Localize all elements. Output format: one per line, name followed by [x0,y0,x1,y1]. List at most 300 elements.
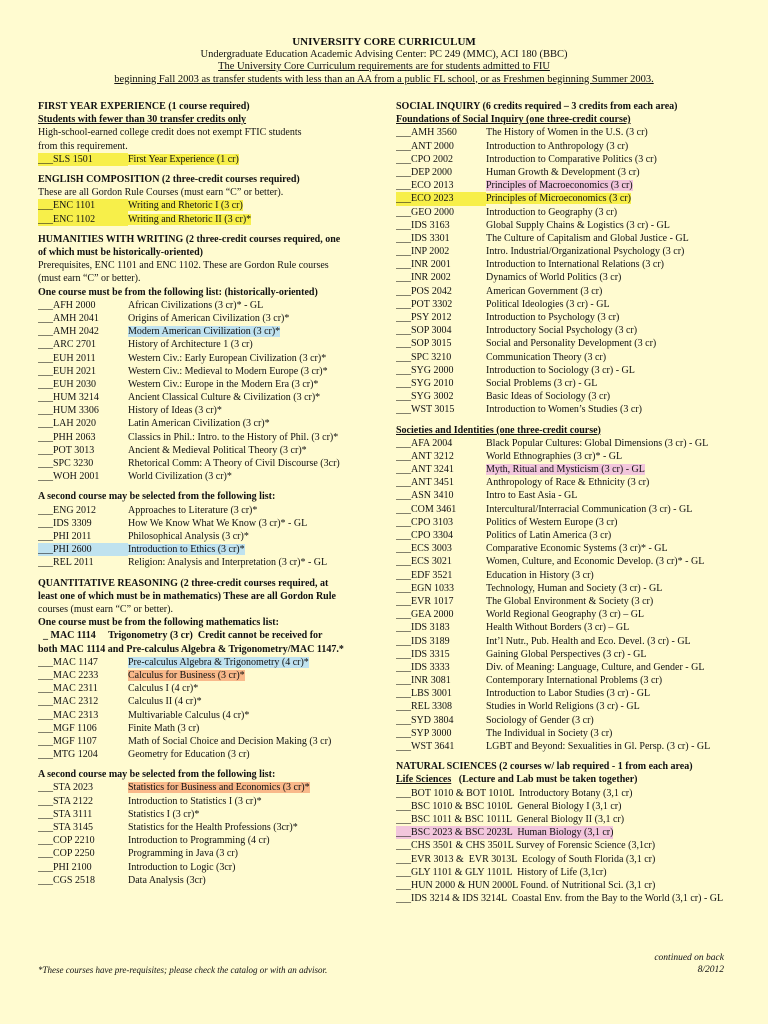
course-title [128,709,390,722]
course-code: ___IDS 3301 [396,232,450,244]
course-title [486,661,736,674]
course-title [128,444,390,457]
course-title-text: Contemporary International Problems (3 cr) [486,675,663,687]
course-title-text: The History of Women in the U.S. (3 cr) [486,127,648,139]
course-title-text: Int’l Nutr., Pub. Health and Eco. Devel. (3 cr) - GL [486,635,691,647]
course-title [128,847,390,860]
document-header [0,36,768,86]
course-title [486,245,736,258]
course-code: ___DEP 2000 [396,166,453,178]
course-code: ___COP 2250 [38,848,95,860]
course-row [396,489,736,502]
course-code: ___AMH 2041 [38,312,99,324]
course-title-text: LGBT and Beyond: Sexualities in Gl. Persp. (3 cr) - GL [486,741,711,753]
course-code: ___ENC 1102 [38,213,128,226]
course-title [128,656,390,669]
course-title-text: Social and Personality Development (3 cr) [486,338,657,350]
course-row [396,787,736,800]
course-row [38,874,390,887]
course-code: ___POT 3013 [38,444,95,456]
course-code: ___WOH 2001 [38,471,100,483]
course-code: ___GEO 2000 [396,206,455,218]
course-title [128,748,390,761]
continued-note [654,952,724,976]
course-code: ___REL 2011 [38,557,94,569]
course-code: ___ENC 1101 [38,199,128,212]
list-heading: One course must be from the following list: (historically-oriented) [38,286,318,298]
course-row [396,232,736,245]
course-title [486,298,736,311]
course-title-text: Religion: Analysis and Interpretation (3 cr)* - GL [128,557,328,569]
course-title-text: Technology, Human and Society (3 cr) - GL [486,582,663,594]
course-code: ___SYD 3804 [396,714,454,726]
course-code: ___SOP 3004 [396,325,452,337]
course-title [486,337,736,350]
course-row [396,258,736,271]
course-row [38,861,390,874]
course-title-text: Div. of Meaning: Language, Culture, and Gender - GL [486,661,705,673]
course-row [396,450,736,463]
course-code: ___ECO 2023 [396,192,486,205]
course-code: ___CPO 3304 [396,530,453,542]
section-title-english: ENGLISH COMPOSITION (2 three-credit courses required) [38,174,300,185]
course-title-text: Intro. Industrial/Organizational Psychology (3 cr) [486,246,685,258]
trig-note-2: both MAC 1114 and Pre-calculus Algebra & Trigonometry/MAC 1147.* [38,643,344,655]
course-text: ___CHS 3501 & CHS 3501L Survey of Forensic Science (3,1cr) [396,840,656,852]
course-row [396,476,736,489]
course-row [396,140,736,153]
revision-date: 8/2012 [697,965,724,975]
course-title [486,700,736,713]
section-title-first-year: FIRST YEAR EXPERIENCE (1 course required) [38,101,250,112]
course-row [38,325,390,338]
course-code: ___ECS 3003 [396,543,452,555]
course-title [128,695,390,708]
course-title [486,582,736,595]
course-title-text: Calculus II (4 cr)* [128,696,202,708]
course-row [38,656,390,669]
course-title-text: World Regional Geography (3 cr) – GL [486,609,645,621]
course-title-text: World Civilization (3 cr)* [128,471,232,483]
course-title-text: Programming in Java (3 cr) [128,848,238,860]
course-title-text: Approaches to Literature (3 cr)* [128,504,258,516]
course-title [128,543,390,556]
course-code: ___SOP 3015 [396,338,452,350]
course-row [38,669,390,682]
course-title [486,476,736,489]
course-row [38,504,390,517]
course-title-text: Origins of American Civilization (3 cr)* [128,312,290,324]
course-row [396,390,736,403]
course-title [486,232,736,245]
course-row [38,338,390,351]
course-title-text: American Government (3 cr) [486,285,603,297]
course-title-text: Intercultural/Interracial Communication (3 cr) - GL [486,503,693,515]
course-title-text: Politics of Latin America (3 cr) [486,530,612,542]
course-row [396,192,736,205]
course-code: ___MGF 1107 [38,735,97,747]
course-title [128,417,390,430]
course-code: ___INR 2002 [396,272,451,284]
course-code: ___CPO 3103 [396,516,453,528]
course-title [486,364,736,377]
course-code: ___INR 2001 [396,259,451,271]
right-column [396,100,736,905]
course-row [396,826,736,839]
course-row [38,312,390,325]
course-title-text: Statistics I (3 cr)* [128,808,200,820]
course-row [396,648,736,661]
course-title [128,391,390,404]
course-row [396,595,736,608]
course-title-text: Principles of Microeconomics (3 cr) [486,193,631,205]
course-row [396,687,736,700]
course-title-text: Communication Theory (3 cr) [486,351,607,363]
course-row [38,709,390,722]
course-row [396,542,736,555]
course-title [128,556,390,569]
course-code: ___LAH 2020 [38,418,97,430]
course-code: ___POT 3302 [396,298,453,310]
course-row [396,740,736,753]
course-title [486,192,736,205]
course-title-text: Introduction to Comparative Politics (3 cr) [486,153,657,165]
course-title-text: Introductory Social Psychology (3 cr) [486,325,638,337]
course-row [396,126,736,139]
course-title [486,403,736,416]
course-title [128,530,390,543]
course-code: ___HUM 3306 [38,405,99,417]
footnote: *These courses have pre-requisites; please check the catalog or with an advisor. [38,965,328,975]
course-code: ___AFA 2004 [396,437,453,449]
course-title [486,285,736,298]
course-title [486,714,736,727]
course-code: ___EDF 3521 [396,569,453,581]
course-title-text: Introduction to Sociology (3 cr) - GL [486,364,635,376]
course-title-text: Calculus I (4 cr)* [128,683,199,695]
course-title [486,727,736,740]
course-title-text: Introduction to Labor Studies (3 cr) - GL [486,688,651,700]
course-text: ___IDS 3214 & IDS 3214L Coastal Env. from the Bay to the World (3,1 cr) - GL [396,893,724,905]
course-title [486,542,736,555]
course-title [486,258,736,271]
section-title-natural-sciences: NATURAL SCIENCES (2 courses w/ lab required - 1 from each area) [396,761,693,773]
course-code: ___IDS 3189 [396,635,450,647]
course-code: ___IDS 3163 [396,219,450,231]
course-text: ___GLY 1101 & GLY 1101L History of Life (3,1cr) [396,866,607,878]
section-title-humanities-2: of which must be historically-oriented) [38,246,203,258]
course-code: ___GEA 2000 [396,609,454,621]
course-code: ___SYP 3000 [396,727,452,739]
course-code: ___AFH 2000 [38,299,96,311]
course-title [486,153,736,166]
course-title [486,621,736,634]
page-title: UNIVERSITY CORE CURRICULUM [292,36,476,48]
course-row [38,153,390,166]
course-row [396,337,736,350]
course-row [38,821,390,834]
course-title-text: Social Problems (3 cr) - GL [486,377,598,389]
course-title [128,299,390,312]
course-row [396,714,736,727]
course-code: ___CGS 2518 [38,874,95,886]
course-title-text: Myth, Ritual and Mysticism (3 cr) - GL [486,464,645,476]
course-row [396,351,736,364]
course-row [396,569,736,582]
course-code: ___SYG 2000 [396,364,454,376]
course-row [396,245,736,258]
course-code: ___MTG 1204 [38,749,98,761]
course-title [128,457,390,470]
course-title-text: Calculus for Business (3 cr)* [128,669,245,681]
course-title [128,312,390,325]
course-title [128,338,390,351]
course-title [128,517,390,530]
course-title-text: Introduction to Logic (3cr) [128,861,236,873]
course-row [38,735,390,748]
course-code: ___LBS 3001 [396,688,452,700]
list-heading: One course must be from the following mathematics list: [38,617,279,629]
course-title [486,635,736,648]
section-note: These are all Gordon Rule Courses (must earn “C” or better). [38,187,284,199]
course-code: ___IDS 3183 [396,622,450,634]
course-title [486,324,736,337]
course-title-text: Introduction to Statistics I (3 cr)* [128,795,262,807]
course-title [128,722,390,735]
course-row [396,813,736,826]
course-title [128,682,390,695]
course-row [396,364,736,377]
course-title [486,687,736,700]
course-title-text: World Ethnographies (3 cr)* - GL [486,450,623,462]
course-code: ___MAC 2312 [38,696,99,708]
course-code: ___MAC 1147 [38,656,98,668]
course-row [396,866,736,879]
course-row [38,795,390,808]
course-row [396,839,736,852]
course-title [128,213,390,226]
course-title [128,378,390,391]
course-code: ___REL 3308 [396,701,453,713]
course-title [486,271,736,284]
course-title-text: The Culture of Capitalism and Global Justice - GL [486,232,689,244]
course-row [396,555,736,568]
course-title [486,674,736,687]
course-code: ___HUM 3214 [38,392,99,404]
course-row [38,556,390,569]
course-row [38,722,390,735]
course-code: ___MAC 2233 [38,669,99,681]
course-row [396,311,736,324]
course-title-text: Data Analysis (3cr) [128,874,206,886]
course-text: ___BOT 1010 & BOT 1010L Introductory Botany (3,1 cr) [396,787,633,799]
course-row [38,404,390,417]
course-row [396,608,736,621]
course-title [486,569,736,582]
course-row [38,834,390,847]
course-title-text: Math of Social Choice and Decision Making (3 cr) [128,735,332,747]
course-code: ___EUH 2011 [38,352,96,364]
course-code: ___ANT 3451 [396,477,454,489]
section-note: (must earn “C” or better). [38,273,141,285]
course-title-text: Geometry for Education (3 cr) [128,749,250,761]
course-row [38,444,390,457]
course-title [128,874,390,887]
course-title-text: Human Growth & Development (3 cr) [486,166,640,178]
course-code: ___STA 2023 [38,782,94,794]
section-note: courses (must earn “C” or better). [38,603,173,615]
section-title-quantitative: QUANTITATIVE REASONING (2 three-credit courses required, at [38,577,329,589]
course-row [38,299,390,312]
course-title [128,404,390,417]
section-title-quantitative-2: least one of which must be in mathematics) These are all Gordon Rule [38,590,336,602]
course-title-text: Global Supply Chains & Logistics (3 cr) - GL [486,219,670,231]
course-row [396,879,736,892]
course-title-text: The Individual in Society (3 cr) [486,727,613,739]
course-title [128,834,390,847]
course-title-text: Statistics for the Health Professions (3cr)* [128,822,298,834]
list-heading: Foundations of Social Inquiry (one three-credit course) [396,114,631,126]
course-row [38,378,390,391]
course-code: ___MGF 1106 [38,722,97,734]
course-code: ___COM 3461 [396,503,457,515]
course-title [486,503,736,516]
course-title-text: Politics of Western Europe (3 cr) [486,516,618,528]
course-code: ___EGN 1033 [396,582,455,594]
course-code: ___IDS 3315 [396,648,450,660]
course-title-text: Western Civ.: Early European Civilization (3 cr)* [128,352,327,364]
course-title [486,351,736,364]
course-title [128,325,390,338]
course-row [38,417,390,430]
course-title [486,179,736,192]
course-title [486,608,736,621]
course-title-text: Basic Ideas of Sociology (3 cr) [486,391,611,403]
course-title-text: Introduction to Geography (3 cr) [486,206,618,218]
course-title-text: Western Civ.: Europe in the Modern Era (3 cr)* [128,378,319,390]
course-code: ___WST 3015 [396,404,455,416]
course-row [38,213,390,226]
course-title-text: Rhetorical Comm: A Theory of Civil Discourse (3cr) [128,458,340,470]
course-title [486,555,736,568]
course-code: ___PHI 2100 [38,861,92,873]
course-title-text: Health Without Borders (3 cr) – GL [486,622,630,634]
lab-note: (Lecture and Lab must be taken together) [451,774,638,786]
continued-on-back: continued on back [654,953,724,963]
course-title-text: Intro to East Asia - GL [486,490,578,502]
course-title-text: Anthropology of Race & Ethnicity (3 cr) [486,477,650,489]
course-row [396,892,736,905]
life-sciences-label: Life Sciences [396,774,452,786]
course-title-text: Studies in World Religions (3 cr) - GL [486,701,640,713]
course-title [486,437,736,450]
course-row [396,674,736,687]
course-row [396,403,736,416]
course-code: ___EVR 1017 [396,595,454,607]
course-title-text: Ancient & Medieval Political Theory (3 cr)* [128,444,307,456]
course-row [396,853,736,866]
course-title [128,199,390,212]
course-row [38,391,390,404]
course-code: ___ECS 3021 [396,556,452,568]
course-row [396,298,736,311]
course-row [38,365,390,378]
course-code: ___INP 2002 [396,246,450,258]
section-note: Prerequisites, ENC 1101 and ENC 1102. These are Gordon Rule courses [38,260,329,272]
list-heading: A second course may be selected from the following list: [38,491,276,503]
course-code: ___ANT 2000 [396,140,454,152]
course-code: ___IDS 3333 [396,661,450,673]
course-row [396,377,736,390]
course-code: ___AMH 2042 [38,326,99,338]
course-title [128,470,390,483]
course-title [486,740,736,753]
course-title [128,365,390,378]
course-title-text: Introduction to Women’s Studies (3 cr) [486,404,642,416]
course-row [396,324,736,337]
course-title [486,219,736,232]
course-title-text: Philosophical Analysis (3 cr)* [128,531,249,542]
course-title-text: Pre-calculus Algebra & Trigonometry (4 cr)* [128,656,309,668]
course-row [38,695,390,708]
course-title [486,516,736,529]
course-code: ___ECO 2013 [396,180,454,192]
course-code: ___STA 3111 [38,808,93,820]
course-text: ___HUN 2000 & HUN 2000L Found. of Nutritional Sci. (3,1 cr) [396,879,656,891]
course-title-text: Introduction to Programming (4 cr) [128,835,270,847]
course-title-text: Principles of Macroeconomics (3 cr) [486,180,633,192]
course-title-text: Introduction to Psychology (3 cr) [486,312,620,324]
course-row [38,847,390,860]
course-row [396,800,736,813]
course-row [396,516,736,529]
course-row [396,271,736,284]
course-code: ___MAC 2311 [38,683,98,695]
course-title-text: Writing and Rhetoric II (3 cr)* [128,213,252,225]
course-row [38,748,390,761]
left-column [38,100,390,887]
course-code: ___SPC 3210 [396,351,452,363]
course-title [128,861,390,874]
course-title [128,795,390,808]
course-row [396,621,736,634]
course-code: ___SLS 1501 [38,153,128,166]
course-code: ___MAC 2313 [38,709,99,721]
course-row [38,781,390,794]
course-title [128,781,390,794]
course-title [486,377,736,390]
course-title [128,153,390,166]
course-title [486,126,736,139]
course-title-text: Finite Math (3 cr) [128,722,200,734]
course-title [486,140,736,153]
course-title [486,463,736,476]
course-row [396,529,736,542]
course-code: ___SPC 3230 [38,458,94,470]
course-code: ___ENG 2012 [38,504,97,516]
course-title-text: History of Architecture 1 (3 cr) [128,339,253,351]
course-code: ___PHI 2600 [38,543,128,556]
course-title-text: Writing and Rhetoric I (3 cr) [128,200,243,212]
course-title-text: Introduction to Anthropology (3 cr) [486,140,629,152]
course-row [396,463,736,476]
course-code: ___AMH 3560 [396,127,457,139]
course-title [486,648,736,661]
course-title [128,669,390,682]
course-code: ___PSY 2012 [396,312,452,324]
advising-center-line: Undergraduate Education Academic Advising Center: PC 249 (MMC), ACI 180 (BBC) [200,48,568,60]
course-title-text: Women, Culture, and Economic Develop. (3 cr)* - GL [486,556,705,568]
